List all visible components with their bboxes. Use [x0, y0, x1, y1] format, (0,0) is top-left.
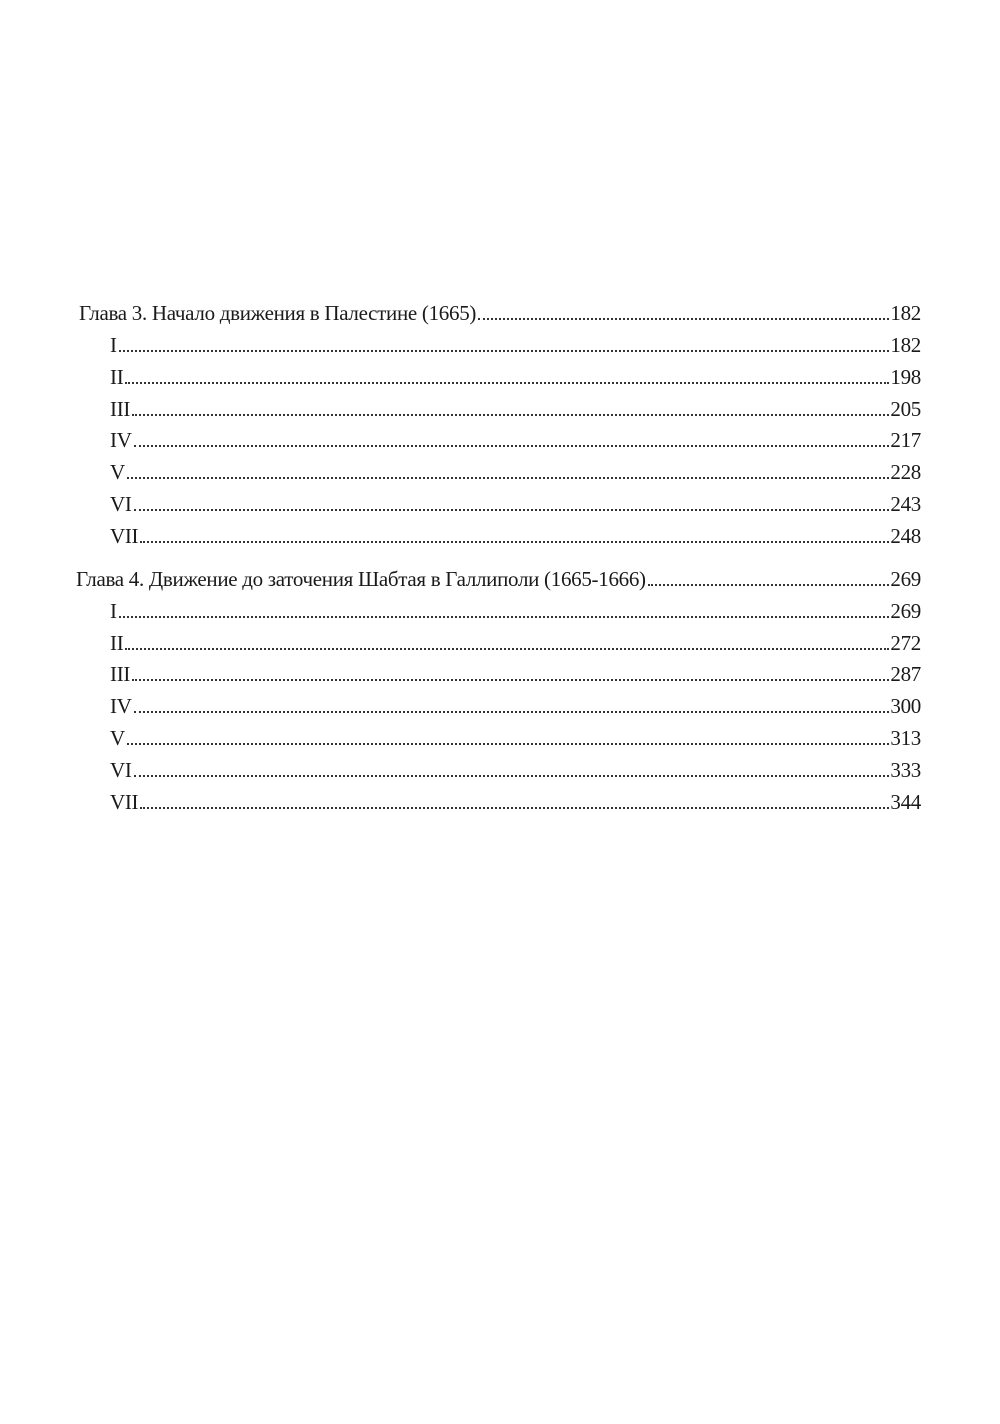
section-label: III [110, 397, 131, 421]
dot-leader [134, 711, 890, 713]
toc-chapter-3 [79, 296, 921, 326]
dot-leader [140, 807, 889, 809]
toc-section [110, 328, 921, 358]
toc-section [110, 626, 921, 656]
page-number: 198 [890, 365, 921, 389]
toc-section [110, 657, 921, 687]
dot-leader [478, 318, 889, 320]
toc-section [110, 785, 921, 815]
chapter-title: Глава 3. Начало движения в Палестине (1665) [79, 301, 477, 325]
page-number: 344 [890, 790, 921, 814]
dot-leader [127, 477, 890, 479]
section-label: I [110, 599, 117, 623]
page-number: 313 [890, 726, 921, 750]
section-label: V [110, 726, 125, 750]
page-number: 272 [890, 631, 921, 655]
page-number: 287 [890, 662, 921, 686]
page-number: 269 [890, 567, 921, 591]
toc-section [110, 594, 921, 624]
section-label: IV [110, 694, 132, 718]
page-number: 182 [890, 301, 921, 325]
toc-section [110, 487, 921, 517]
page-number: 228 [890, 460, 921, 484]
section-label: IV [110, 428, 132, 452]
page-number: 205 [890, 397, 921, 421]
dot-leader [119, 350, 890, 352]
toc-section [110, 753, 921, 783]
toc-section [110, 455, 921, 485]
section-label: VII [110, 524, 139, 548]
section-label: VI [110, 492, 132, 516]
section-label: VI [110, 758, 132, 782]
page-number: 243 [890, 492, 921, 516]
toc-section [110, 392, 921, 422]
page-number: 333 [890, 758, 921, 782]
dot-leader [140, 541, 889, 543]
dot-leader [119, 616, 890, 618]
page-number: 217 [890, 428, 921, 452]
toc-chapter-4 [76, 562, 921, 592]
chapter-title: Глава 4. Движение до заточения Шабтая в Галлиполи (1665-1666) [76, 567, 646, 591]
toc-section [110, 721, 921, 751]
page-number: 182 [890, 333, 921, 357]
dot-leader [134, 445, 890, 447]
dot-leader [134, 509, 890, 511]
dot-leader [648, 584, 890, 586]
toc-section [110, 689, 921, 719]
page-number: 300 [890, 694, 921, 718]
dot-leader [125, 648, 889, 650]
section-label: II [110, 365, 124, 389]
section-label: I [110, 333, 117, 357]
dot-leader [127, 743, 890, 745]
dot-leader [132, 679, 889, 681]
toc-section [110, 423, 921, 453]
dot-leader [134, 775, 890, 777]
dot-leader [125, 382, 889, 384]
section-label: III [110, 662, 131, 686]
section-label: II [110, 631, 124, 655]
section-label: V [110, 460, 125, 484]
page-number: 269 [890, 599, 921, 623]
dot-leader [132, 414, 889, 416]
page-number: 248 [890, 524, 921, 548]
toc-section [110, 519, 921, 549]
toc-section [110, 360, 921, 390]
section-label: VII [110, 790, 139, 814]
